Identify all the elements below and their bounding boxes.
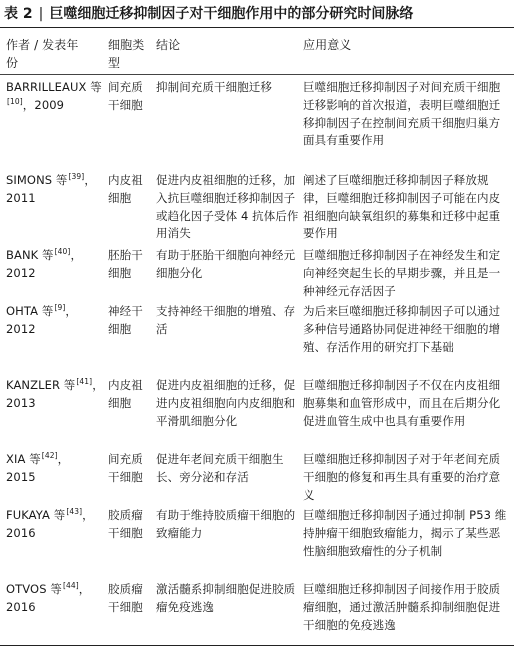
author: BARRILLEAUX 等 bbox=[6, 80, 102, 94]
conclusion: 抑制间充质干细胞迁移 bbox=[156, 80, 272, 94]
conclusion: 有助于维持胶质瘤干细胞的致瘤能力 bbox=[156, 508, 296, 540]
significance: 巨噬细胞迁移抑制因子对间充质干细胞迁移影响的首次报道，表明巨噬细胞迁移抑制因子在控制间充质干细胞归巢方面具有重要作用 bbox=[303, 80, 501, 148]
header-rule bbox=[0, 74, 514, 75]
header-cell-type: 细胞类型 bbox=[108, 38, 145, 70]
significance: 巨噬细胞迁移抑制因子通过抑制 P53 维持肿瘤干细胞致瘤能力，揭示了某些恶性脑细胞致瘤性的分子机制 bbox=[303, 508, 507, 558]
conclusion: 促进内皮祖细胞的迁移，加入抗巨噬细胞迁移抑制因子或趋化因子受体 4 抗体后作用消失 bbox=[156, 173, 299, 241]
table-label: 表 2 bbox=[4, 6, 33, 22]
reference: [10] bbox=[7, 96, 23, 106]
year: 2016 bbox=[6, 599, 36, 614]
cell-type: 内皮祖细胞 bbox=[108, 173, 143, 205]
header-conclusion: 结论 bbox=[156, 38, 181, 52]
conclusion: 激活髓系抑制细胞促进胶质瘤免疫逃逸 bbox=[156, 582, 296, 614]
cell-type: 胚胎干细胞 bbox=[108, 248, 143, 280]
conclusion: 促进年老间充质干细胞生长、旁分泌和存活 bbox=[156, 452, 284, 484]
significance: 阐述了巨噬细胞迁移抑制因子释放规律，巨噬细胞迁移抑制因子可能在内皮祖细胞向缺氧组织的募集和迁移中起重要作用 bbox=[303, 173, 501, 241]
reference: [41] bbox=[76, 377, 93, 387]
author-year-cell: BARRILLEAUX 等[10]，2009 bbox=[6, 80, 102, 112]
author-year-cell: BANK 等[40]， 2012 bbox=[6, 247, 83, 280]
author: OHTA 等 bbox=[6, 304, 54, 318]
title-separator: | bbox=[38, 6, 44, 22]
author: BANK 等 bbox=[6, 248, 54, 262]
year: 2015 bbox=[6, 469, 36, 484]
author: XIA 等 bbox=[6, 452, 41, 466]
author-year-cell: KANZLER 等[41]， 2013 bbox=[6, 377, 104, 410]
reference: [9] bbox=[54, 303, 66, 313]
cell-type: 胶质瘤干细胞 bbox=[108, 508, 143, 540]
year: 2009 bbox=[34, 97, 65, 112]
author: SIMONS 等 bbox=[6, 173, 68, 187]
author-year-cell: OHTA 等[9]， 2012 bbox=[6, 303, 78, 336]
top-rule bbox=[0, 27, 514, 28]
table-title bbox=[4, 3, 413, 25]
reference: [43] bbox=[66, 507, 83, 517]
significance: 为后来巨噬细胞迁移抑制因子可以通过多种信号通路协同促进神经干细胞的增殖、存活作用的研究打下基础 bbox=[303, 304, 501, 354]
significance: 巨噬细胞迁移抑制因子在神经发生和定向神经突起生长的早期步骤，并且是一种神经元存活因子 bbox=[303, 248, 501, 298]
year: 2016 bbox=[6, 525, 36, 540]
bottom-rule bbox=[0, 645, 514, 646]
conclusion: 支持神经干细胞的增殖、存活 bbox=[156, 304, 296, 336]
table-title-text: 巨噬细胞迁移抑制因子对干细胞作用中的部分研究时间脉络 bbox=[49, 6, 414, 22]
conclusion: 促进内皮祖细胞的迁移，促进内皮祖细胞向内皮细胞和平滑肌细胞分化 bbox=[156, 378, 296, 428]
author-year-cell: OTVOS 等[44]， 2016 bbox=[6, 581, 91, 614]
significance: 巨噬细胞迁移抑制因子不仅在内皮祖细胞募集和血管形成中，而且在后期分化促进血管生成中也具有重要作用 bbox=[303, 378, 501, 428]
cell-type: 胶质瘤干细胞 bbox=[108, 582, 143, 614]
year: 2012 bbox=[6, 321, 36, 336]
cell-type: 内皮祖细胞 bbox=[108, 378, 143, 410]
reference: [40] bbox=[54, 247, 71, 257]
author-year-cell: FUKAYA 等[43]， 2016 bbox=[6, 507, 94, 540]
conclusion: 有助于胚胎干细胞向神经元细胞分化 bbox=[156, 248, 296, 280]
year: 2011 bbox=[6, 190, 36, 205]
author-year-cell: SIMONS 等[39]， 2011 bbox=[6, 172, 96, 205]
cell-type: 间充质干细胞 bbox=[108, 452, 143, 484]
year: 2013 bbox=[6, 395, 36, 410]
significance: 巨噬细胞迁移抑制因子间接作用于胶质瘤细胞，通过激活肿髓系抑制细胞促进干细胞的免疫逃逸 bbox=[303, 582, 501, 632]
cell-type: 间充质干细胞 bbox=[108, 80, 143, 112]
significance: 巨噬细胞迁移抑制因子对于年老间充质干细胞的修复和再生具有重要的治疗意义 bbox=[303, 452, 501, 502]
author: OTVOS 等 bbox=[6, 582, 62, 596]
author: KANZLER 等 bbox=[6, 378, 76, 392]
header-significance: 应用意义 bbox=[303, 38, 352, 52]
author-year-cell: XIA 等[42]， 2015 bbox=[6, 451, 70, 484]
year: 2012 bbox=[6, 265, 36, 280]
reference: [39] bbox=[68, 172, 85, 182]
header-author-year: 作者 / 发表年份 bbox=[6, 38, 79, 70]
author: FUKAYA 等 bbox=[6, 508, 66, 522]
cell-type: 神经干细胞 bbox=[108, 304, 143, 336]
reference: [42] bbox=[41, 451, 58, 461]
reference: [44] bbox=[62, 581, 79, 591]
